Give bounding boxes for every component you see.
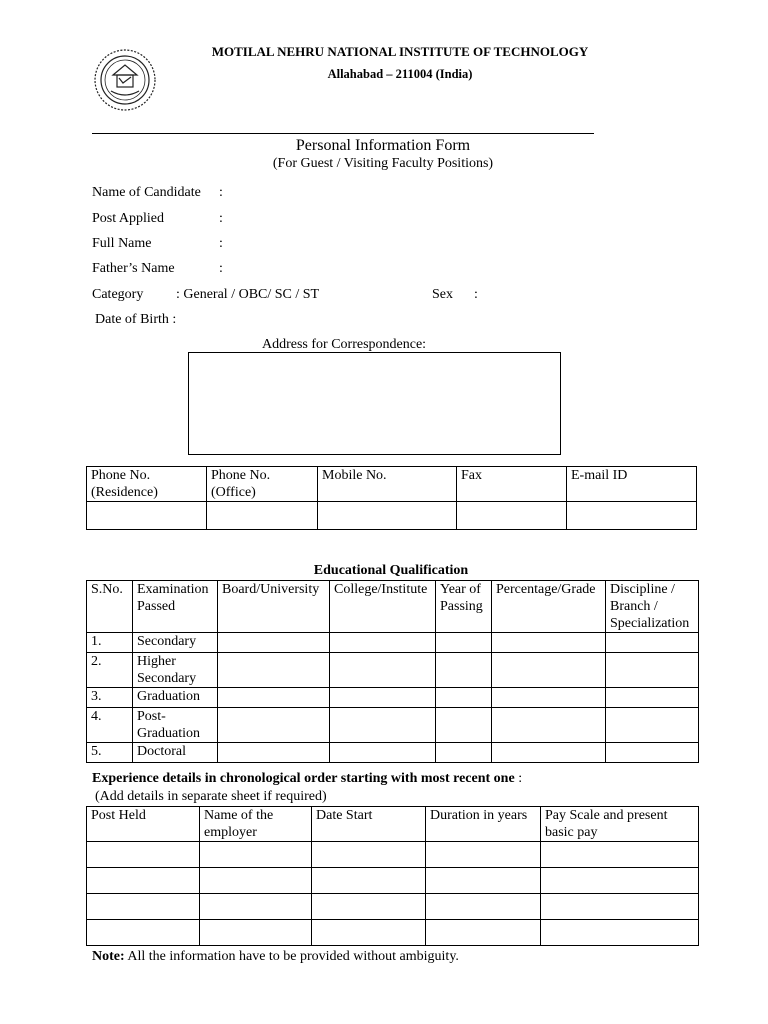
- table-row: [87, 920, 699, 946]
- input-cell[interactable]: [492, 633, 606, 653]
- field-colon: :: [219, 211, 223, 226]
- input-cell[interactable]: [492, 653, 606, 688]
- education-header-cell: Percentage/Grade: [492, 581, 606, 633]
- form-subtitle: (For Guest / Visiting Faculty Positions): [272, 156, 494, 171]
- input-cell[interactable]: [426, 868, 541, 894]
- input-cell[interactable]: [606, 743, 699, 763]
- input-cell[interactable]: [200, 868, 312, 894]
- institute-address: Allahabad – 211004 (India): [327, 67, 473, 81]
- field-label-post-applied: Post Applied: [92, 211, 164, 226]
- table-row: [87, 633, 699, 653]
- field-label-fathers-name: Father’s Name: [92, 261, 175, 276]
- input-cell[interactable]: [87, 920, 200, 946]
- input-cell[interactable]: [218, 633, 330, 653]
- category-options: : General / OBC/ SC / ST: [176, 287, 320, 302]
- input-cell[interactable]: [606, 688, 699, 708]
- experience-title-line: [92, 771, 522, 787]
- contact-input-cell[interactable]: [87, 502, 207, 530]
- exam-cell: Doctoral: [133, 743, 218, 763]
- contact-header-cell: Fax: [457, 467, 567, 502]
- input-cell[interactable]: [426, 920, 541, 946]
- input-cell[interactable]: [606, 633, 699, 653]
- input-cell[interactable]: [218, 708, 330, 743]
- education-table: [86, 580, 699, 763]
- header-divider: [92, 133, 594, 134]
- field-colon: :: [219, 236, 223, 251]
- field-label-name-of-candidate: Name of Candidate: [92, 185, 201, 200]
- experience-header-cell: Duration in years: [426, 807, 541, 842]
- input-cell[interactable]: [606, 653, 699, 688]
- experience-header-cell: Date Start: [312, 807, 426, 842]
- table-row: [87, 708, 699, 743]
- input-cell[interactable]: [312, 868, 426, 894]
- sno-cell: 1.: [87, 633, 133, 653]
- input-cell[interactable]: [87, 842, 200, 868]
- table-row: [87, 743, 699, 763]
- input-cell[interactable]: [330, 743, 436, 763]
- input-cell[interactable]: [200, 920, 312, 946]
- field-label-date-of-birth: Date of Birth :: [95, 312, 177, 327]
- note-text: All the information have to be provided without ambiguity.: [124, 949, 459, 964]
- contact-input-cell[interactable]: [207, 502, 318, 530]
- table-row: [87, 868, 699, 894]
- education-header-cell: S.No.: [87, 581, 133, 633]
- education-header-cell: Discipline / Branch / Specialization: [606, 581, 699, 633]
- contact-input-cell[interactable]: [567, 502, 697, 530]
- education-header-cell: College/Institute: [330, 581, 436, 633]
- sno-cell: 3.: [87, 688, 133, 708]
- education-header-cell: Examination Passed: [133, 581, 218, 633]
- input-cell[interactable]: [541, 868, 699, 894]
- contact-header-cell: Phone No. (Office): [207, 467, 318, 502]
- input-cell[interactable]: [436, 743, 492, 763]
- experience-title: Experience details in chronological order starting with most recent one: [92, 771, 515, 786]
- contact-header-cell: Phone No. (Residence): [87, 467, 207, 502]
- input-cell[interactable]: [312, 842, 426, 868]
- input-cell[interactable]: [200, 894, 312, 920]
- input-cell[interactable]: [330, 633, 436, 653]
- contact-input-row: [87, 502, 697, 530]
- input-cell[interactable]: [312, 920, 426, 946]
- table-row: [87, 688, 699, 708]
- input-cell[interactable]: [436, 708, 492, 743]
- experience-header-row: [87, 807, 699, 842]
- address-box[interactable]: [188, 352, 561, 455]
- input-cell[interactable]: [541, 920, 699, 946]
- education-title: Educational Qualification: [313, 563, 469, 578]
- input-cell[interactable]: [218, 743, 330, 763]
- education-header-cell: Year of Passing: [436, 581, 492, 633]
- institute-emblem: [93, 45, 157, 115]
- table-row: [87, 894, 699, 920]
- education-header-row: [87, 581, 699, 633]
- input-cell[interactable]: [330, 688, 436, 708]
- experience-subtitle: (Add details in separate sheet if required): [95, 789, 327, 804]
- education-header-cell: Board/University: [218, 581, 330, 633]
- table-row: [87, 653, 699, 688]
- input-cell[interactable]: [492, 743, 606, 763]
- contact-input-cell[interactable]: [318, 502, 457, 530]
- experience-header-cell: Post Held: [87, 807, 200, 842]
- contact-table: [86, 466, 697, 530]
- field-colon: :: [219, 185, 223, 200]
- input-cell[interactable]: [312, 894, 426, 920]
- contact-header-cell: Mobile No.: [318, 467, 457, 502]
- exam-cell: Secondary: [133, 633, 218, 653]
- sno-cell: 4.: [87, 708, 133, 743]
- input-cell[interactable]: [426, 842, 541, 868]
- field-label-sex: Sex: [432, 287, 453, 302]
- exam-cell: Post- Graduation: [133, 708, 218, 743]
- input-cell[interactable]: [200, 842, 312, 868]
- experience-title-suffix: :: [514, 771, 523, 786]
- input-cell[interactable]: [87, 894, 200, 920]
- input-cell[interactable]: [330, 653, 436, 688]
- input-cell[interactable]: [218, 688, 330, 708]
- sno-cell: 2.: [87, 653, 133, 688]
- input-cell[interactable]: [436, 633, 492, 653]
- sno-cell: 5.: [87, 743, 133, 763]
- experience-header-cell: Name of the employer: [200, 807, 312, 842]
- note: [92, 949, 459, 965]
- contact-input-cell[interactable]: [457, 502, 567, 530]
- input-cell[interactable]: [426, 894, 541, 920]
- contact-header-cell: E-mail ID: [567, 467, 697, 502]
- input-cell[interactable]: [436, 688, 492, 708]
- institute-name: MOTILAL NEHRU NATIONAL INSTITUTE OF TECHNOLOGY: [211, 44, 589, 59]
- input-cell[interactable]: [330, 708, 436, 743]
- contact-header-row: [87, 467, 697, 502]
- experience-header-cell: Pay Scale and present basic pay: [541, 807, 699, 842]
- exam-cell: Higher Secondary: [133, 653, 218, 688]
- field-label-category: Category: [92, 287, 144, 302]
- field-colon: :: [219, 261, 223, 276]
- table-row: [87, 842, 699, 868]
- field-colon: :: [474, 287, 478, 302]
- input-cell[interactable]: [606, 708, 699, 743]
- exam-cell: Graduation: [133, 688, 218, 708]
- input-cell[interactable]: [492, 708, 606, 743]
- form-title: Personal Information Form: [295, 137, 471, 154]
- input-cell[interactable]: [87, 868, 200, 894]
- address-label: Address for Correspondence:: [262, 337, 427, 352]
- input-cell[interactable]: [541, 842, 699, 868]
- field-label-full-name: Full Name: [92, 236, 152, 251]
- note-label: Note:: [92, 949, 125, 964]
- experience-table: [86, 806, 699, 946]
- input-cell[interactable]: [218, 653, 330, 688]
- input-cell[interactable]: [541, 894, 699, 920]
- input-cell[interactable]: [436, 653, 492, 688]
- input-cell[interactable]: [492, 688, 606, 708]
